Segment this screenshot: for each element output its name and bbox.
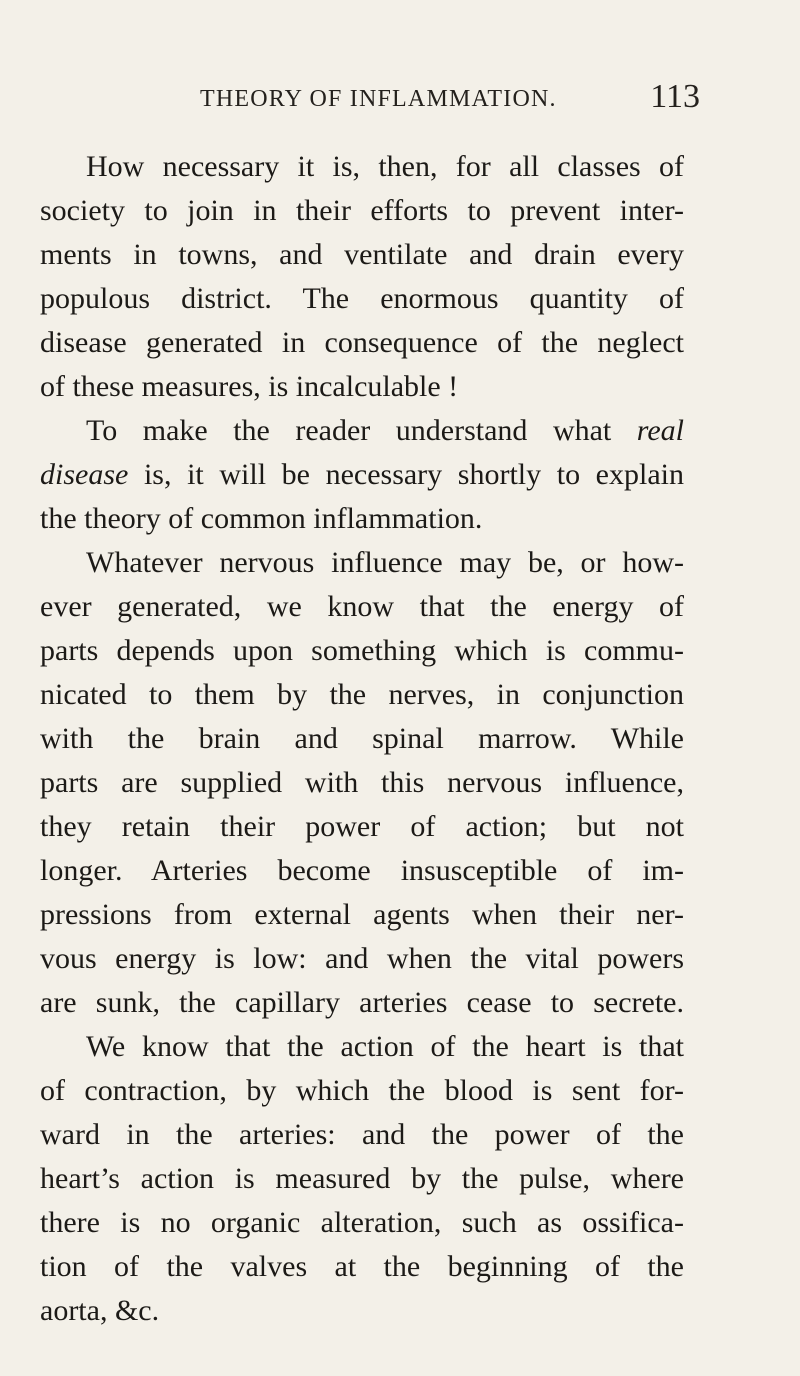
text-line: nicated to them by the nerves, in conjunction: [40, 678, 684, 711]
text-line: We know that the action of the heart is that: [86, 1030, 684, 1063]
text-line: society to join in their efforts to prevent inter-: [40, 194, 684, 227]
text-line: ward in the arteries: and the power of the: [40, 1118, 684, 1151]
text-line: with the brain and spinal marrow. While: [40, 722, 684, 755]
emphasis: real: [636, 414, 684, 447]
emphasis: disease: [40, 458, 129, 491]
text-line: parts are supplied with this nervous influence,: [40, 766, 684, 799]
text-line: disease is, it will be necessary shortly to explain: [40, 458, 684, 491]
text-line: ever generated, we know that the energy of: [40, 590, 684, 623]
text-line: parts depends upon something which is commu-: [40, 634, 684, 667]
text-line: To make the reader understand what real: [86, 414, 684, 447]
text-line: Whatever nervous influence may be, or how-: [86, 546, 684, 579]
text-line: they retain their power of action; but not: [40, 810, 684, 843]
page-number: 113: [650, 78, 700, 115]
text-line: of contraction, by which the blood is sent for-: [40, 1074, 684, 1107]
text-line: pressions from external agents when their ner-: [40, 898, 684, 931]
text-line: ments in towns, and ventilate and drain every: [40, 238, 684, 271]
text-line: there is no organic alteration, such as ossifica-: [40, 1206, 684, 1239]
text-line: the theory of common inflammation.: [40, 502, 483, 535]
text-line: disease generated in consequence of the neglect: [40, 326, 684, 359]
running-title: THEORY OF INFLAMMATION.: [200, 86, 557, 112]
text-line: of these measures, is incalculable !: [40, 370, 459, 403]
text-line: are sunk, the capillary arteries cease to secrete.: [40, 986, 684, 1019]
text-line: populous district. The enormous quantity of: [40, 282, 684, 315]
text-line: How necessary it is, then, for all classes of: [86, 150, 684, 183]
text-line: longer. Arteries become insusceptible of im-: [40, 854, 684, 887]
text-line: aorta, &c.: [40, 1294, 160, 1327]
text-line: vous energy is low: and when the vital powers: [40, 942, 684, 975]
text-line: tion of the valves at the beginning of the: [40, 1250, 684, 1283]
page-header: [160, 78, 700, 118]
text-line: heart’s action is measured by the pulse, where: [40, 1162, 684, 1195]
